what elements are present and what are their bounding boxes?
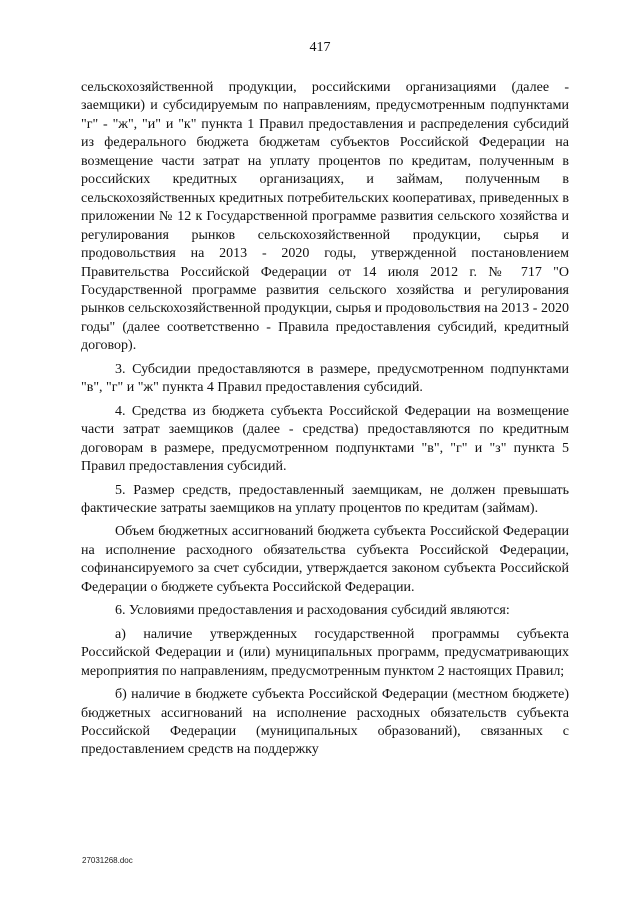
paragraph-subitem-a: а) наличие утвержденных государственной программы субъекта Российской Федерации и (или) муниципальных программ, предусматривающих мероприятия по направлениям, предусмотренным пунктом 2 настоящих Правил; bbox=[81, 626, 569, 679]
paragraph-item-4: 4. Средства из бюджета субъекта Российской Федерации на возмещение части затрат заемщиков (далее - средства) предоставляются по кредитным договорам в размере, предусмотренном подпунктами "в", "г" и "з" пункта 5 Правил предоставления субсидий. bbox=[81, 403, 569, 475]
paragraph-item-5: 5. Размер средств, предоставленный заемщикам, не должен превышать фактические затраты заемщиков на уплату процентов по кредитам (займам). bbox=[81, 482, 569, 516]
footer-filename: 27031268.doc bbox=[82, 856, 133, 865]
paragraph-continuation: сельскохозяйственной продукции, российскими организациями (далее - заемщики) и субсидируемым по направлениям, предусмотренным подпунктами "г" - "ж", "и" и "к" пункта 1 Правил предоставления и распределения субсидий из федерального бюджета бюджетам субъектов Российской Федерации на возмещение части затрат на уплату процентов по кредитам, полученным в российских кредитных организациях, и займам, полученным в сельскохозяйственных кредитных потребительских кооперативах, приведенных в приложении № 12 к Государственной программе развития сельского хозяйства и регулирования рынков сельскохозяйственной продукции, сырья и продовольствия на 2013 - 2020 годы, утвержденной постановлением Правительства Российской Федерации от 14 июля 2012 г. № 717 "О Государственной программе развития сельского хозяйства и регулирования рынков сельскохозяйственной продукции, сырья и продовольствия на 2013 - 2020 годы" (далее соответственно - Правила предоставления субсидий, кредитный договор). bbox=[81, 80, 569, 354]
page-number: 417 bbox=[309, 40, 331, 55]
paragraph-item-3: 3. Субсидии предоставляются в размере, предусмотренном подпунктами "в", "г" и "ж" пункта 4 Правил предоставления субсидий. bbox=[81, 361, 569, 396]
document-body bbox=[81, 79, 569, 760]
paragraph-item-6: 6. Условиями предоставления и расходования субсидий являются: bbox=[115, 603, 510, 619]
paragraph-budget-volume: Объем бюджетных ассигнований бюджета субъекта Российской Федерации на исполнение расходного обязательства субъекта Российской Федерации, софинансируемого за счет субсидии, утверждается законом субъекта Российской Федерации о бюджете субъекта Российской Федерации. bbox=[81, 524, 569, 595]
paragraph-subitem-b: б) наличие в бюджете субъекта Российской Федерации (местном бюджете) бюджетных ассигнований на исполнение расходных обязательств субъекта Российской Федерации (муниципальных образований), связанных с предоставлением средств на поддержку bbox=[81, 687, 569, 758]
